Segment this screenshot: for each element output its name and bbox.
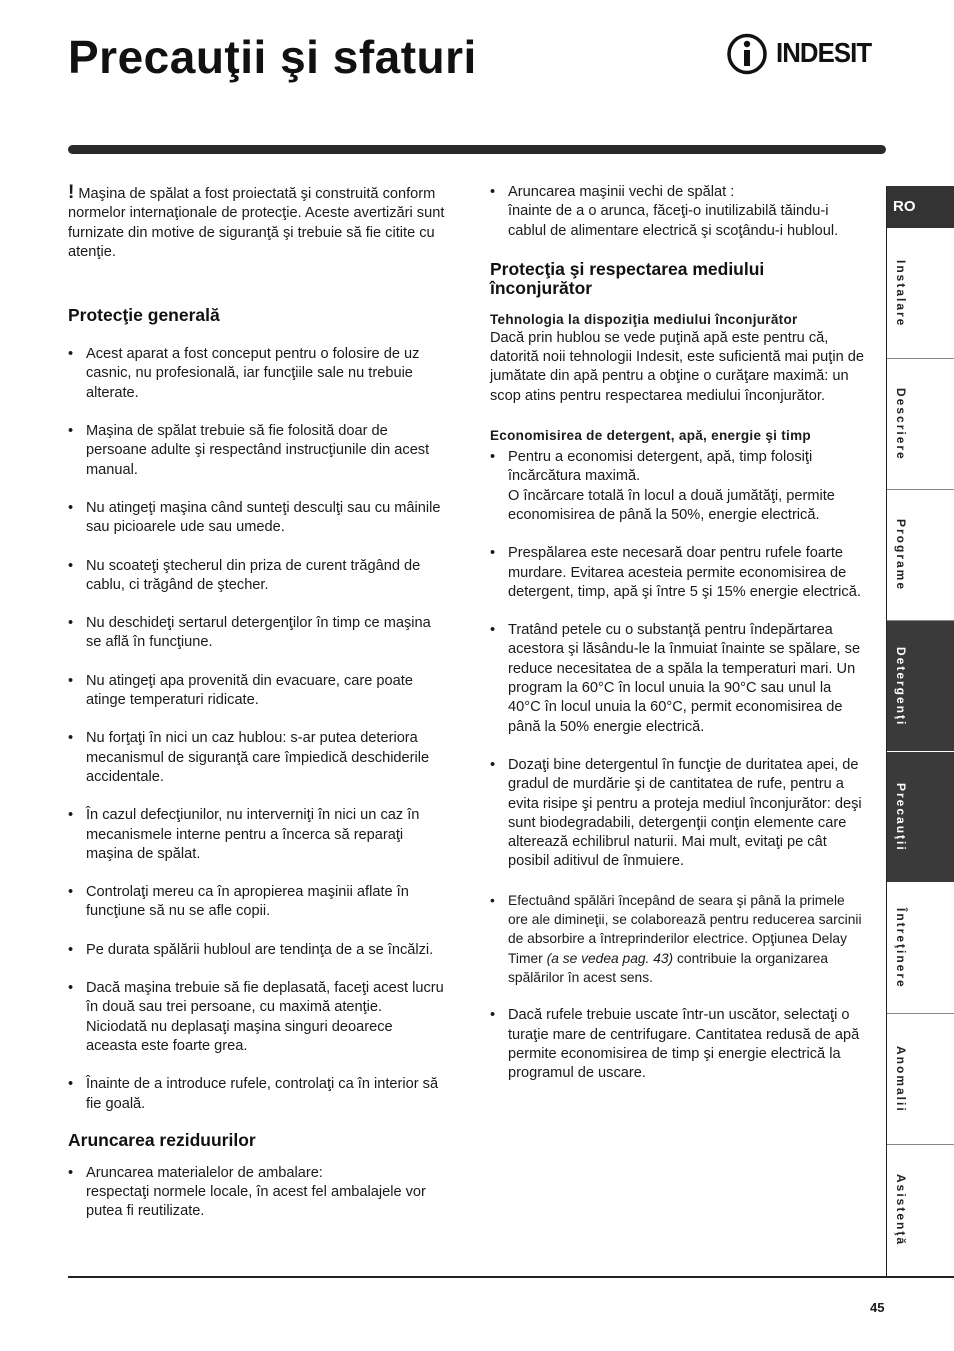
tab-programe[interactable]: [887, 490, 954, 621]
brand-logo: [726, 33, 888, 75]
list-item: • Tratând petele cu o substanţă pentru îndepărtarea acestora şi lăsându-le la înmuiat înainte se spălare, se reduce necesitatea de a spăla la temperaturi mari. Un program la 60°C în locul unuia la 90°C sau unul la 40°C în locul unuia la 60°C, permit economisirea de până la 50% energie electrică.: [490, 621, 864, 737]
tab-asistenta[interactable]: [887, 1145, 954, 1276]
list-item: • Dozaţi bine detergentul în funcţie de duritatea apei, de gradul de murdărie şi de cantitatea de rufe, pentru a evita risipe şi pentru a proteja mediul înconjurător: deşi sunt biodegradabili, detergenţii conţin elemente care alterează echilibrul naturii. Mai mult, evitaţi pe cât posibil aditivul de înmuiere.: [490, 756, 864, 872]
list-item: • În cazul defecţiunilor, nu interverniţi în nici un caz în mecanismele interne pentru a încerca să reparaţi maşina de spălat.: [68, 806, 446, 864]
tab-instalare[interactable]: [887, 228, 954, 359]
list-item: • Prespălarea este necesară doar pentru rufele foarte murdare. Evitarea acesteia permite economisirea de detergent, timp, apă şi între 5 şi 15% energie electrică.: [490, 544, 864, 602]
tab-descriere[interactable]: [887, 359, 954, 490]
subheading-economy: Economisirea de detergent, apă, energie şi timp: [490, 428, 811, 444]
economy-list: [490, 448, 864, 1083]
list-item-text: Efectuând spălări începând de seara şi până la primele ore ale dimineţii, se colaborează pentru reducerea sarcinii de absorbire a întreprinderilor electrice. Opţiunea Delay Timer: [508, 892, 862, 966]
list-item: • Înainte de a introduce rufele, controlaţi ca în interior să fie goală.: [68, 1075, 446, 1114]
tab-label: Întreţinere: [894, 908, 908, 989]
list-item-line: Aruncarea materialelor de ambalare:: [86, 1164, 323, 1181]
tab-label: Descriere: [894, 388, 908, 461]
chapter-sidebar: [886, 186, 954, 1276]
list-item-line: înainte de a o arunca, făceţi-o inutilizabilă tăindu-i cablul de alimentare electrică şi scoţându-i hubloul.: [508, 203, 839, 239]
heading-general-protection: Protecţie generală: [68, 305, 220, 326]
list-item: • Nu deschideţi sertarul detergenţilor în timp ce maşina se află în funcţiune.: [68, 614, 446, 653]
page-title: Precauţii şi sfaturi: [68, 31, 477, 83]
technology-paragraph: Dacă prin hublou se vede puţină apă este pentru că, datorită noii tehnologii Indesit, este suficientă mai puţin de jumătate din apă pentru a obţine o curăţare maximă: un scop atins pentru respectarea mediului înconjurător.: [490, 329, 864, 404]
waste-disposal-list: [68, 1164, 446, 1222]
footer-rule: [68, 1276, 954, 1278]
list-item-line: O încărcare totală în locul a două jumătăţi, permite economisirea de până la 50%, energie electrică.: [508, 487, 835, 523]
general-protection-list: [68, 345, 446, 1114]
tab-label: Instalare: [894, 259, 908, 328]
tab-label: Precauţii: [894, 783, 908, 852]
old-machine-list: [490, 183, 864, 241]
tab-label: Detergenţi: [894, 646, 908, 727]
list-item-line: Pentru a economisi detergent, apă, timp folosiţi încărcătura maximă.: [508, 449, 813, 485]
list-item: [490, 183, 864, 241]
list-item-line: respectaţi normele locale, în acest fel ambalajele vor putea fi reutilizate.: [86, 1184, 426, 1220]
intro-text: Maşina de spălat a fost proiectată şi construită conform normelor internaţionale de protecţie. Aceste avertizări sunt furnizate din motive de siguranţă şi trebuie să fie citite cu atenţie.: [68, 186, 445, 260]
page-reference: (a se vedea pag. 43): [546, 950, 674, 966]
tab-label: Programe: [894, 519, 908, 592]
page-number: 45: [870, 1300, 885, 1315]
language-badge: RO: [887, 186, 954, 228]
list-item: [68, 1164, 446, 1222]
list-item: • Maşina de spălat trebuie să fie folosită doar de persoane adulte şi respectând instrucţiunile din acest manual.: [68, 422, 446, 480]
tab-label: Asistenţă: [894, 1174, 908, 1247]
list-item: • Nu forţaţi în nici un caz hublou: s-ar putea deteriora mecanismul de siguranţă care împiedică deschiderile accidentale.: [68, 729, 446, 787]
tab-label: Anomalii: [894, 1046, 908, 1113]
list-item: • Nu atingeţi apa provenită din evacuare, care poate atinge temperaturi ridicate.: [68, 672, 446, 711]
tab-detergenti[interactable]: [887, 621, 954, 752]
heading-waste-disposal: Aruncarea reziduurilor: [68, 1129, 256, 1150]
list-item: [490, 891, 864, 987]
list-item: • Nu atingeţi maşina când sunteţi desculţi sau cu mâinile sau picioarele ude sau umede.: [68, 499, 446, 538]
list-item: [490, 448, 864, 525]
list-item-text: contribuie la organizarea spălărilor în acest sens.: [508, 950, 829, 985]
header-rule: [68, 145, 886, 154]
tab-precautii[interactable]: [887, 752, 954, 883]
tab-anomalii[interactable]: [887, 1014, 954, 1145]
list-item: • Nu scoateţi ştecherul din priza de curent trăgând de cablu, ci trăgând de ştecher.: [68, 557, 446, 596]
list-item: • Dacă maşina trebuie să fie deplasată, faceţi acest lucru în două sau trei persoane, cu maximă atenţie. Niciodată nu deplasaţi maşina singuri deoarece aceasta este foarte grea.: [68, 979, 446, 1056]
list-item: • Dacă rufele trebuie uscate într-un uscător, selectaţi o turaţie mare de centrifugare. Cantitatea redusă de apă permite economisirea de timp şi energie electrică la programul de uscare.: [490, 1006, 864, 1083]
subheading-technology: Tehnologia la dispoziţia mediului înconjurător: [490, 311, 798, 327]
intro-paragraph: [68, 183, 446, 262]
heading-environment: Protecţia şi respectarea mediului înconjurător: [490, 258, 765, 298]
list-item-line: Aruncarea maşinii vechi de spălat :: [508, 184, 735, 200]
list-item: • Acest aparat a fost conceput pentru o folosire de uz casnic, nu profesională, iar funcţiile sale nu trebuie alterate.: [68, 345, 446, 403]
warning-mark: !: [68, 182, 75, 203]
brand-name: INDESIT: [776, 37, 872, 68]
right-column: [490, 183, 864, 1083]
indesit-i-logo-icon: [726, 33, 770, 75]
left-column: [68, 183, 446, 1222]
list-item: • Controlaţi mereu ca în apropierea maşinii aflate în funcţiune să nu se afle copii.: [68, 883, 446, 922]
list-item: • Pe durata spălării hubloul are tendinţa de a se încălzi.: [68, 941, 446, 960]
tab-intretinere[interactable]: [887, 883, 954, 1014]
